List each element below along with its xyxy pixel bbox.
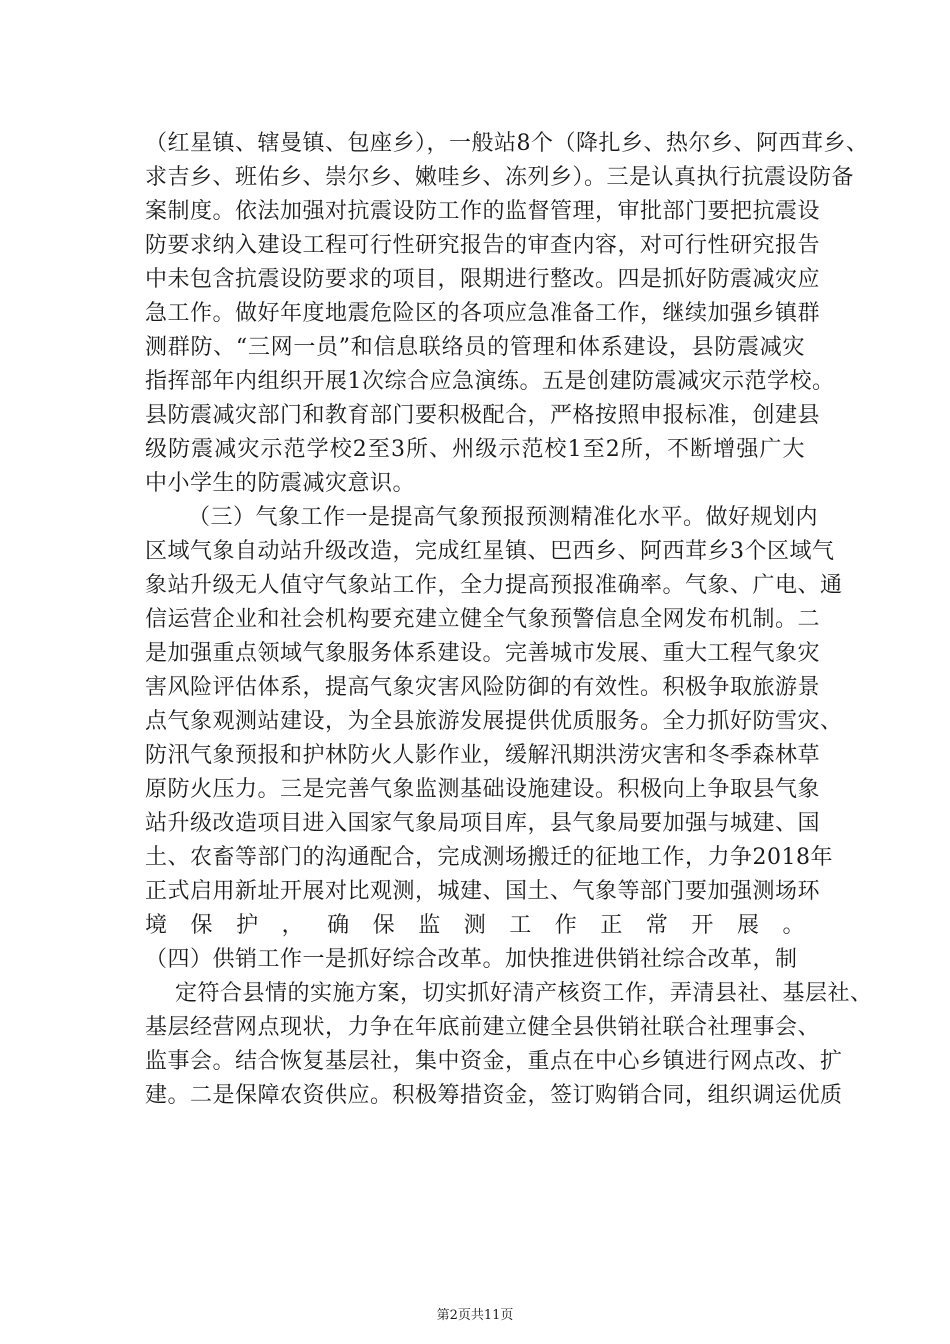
body-text-line: （四）供销工作一是抓好综合改革。加快推进供销社综合改革，制 bbox=[145, 947, 798, 972]
body-text-line: 基层经营网点现状，力争在年底前建立健全县供销社联合社理事会、 bbox=[145, 1015, 821, 1040]
body-text-line: 监事会。结合恢复基层社，集中资金，重点在中心乡镇进行网点改、扩 bbox=[145, 1049, 843, 1074]
body-text-line: 建。二是保障农资供应。积极筹措资金，签订购销合同，组织调运优质 bbox=[145, 1083, 843, 1108]
body-text-line: 境保护，确保监测工作正常开展。 bbox=[145, 913, 805, 938]
body-text-line: 害风险评估体系，提高气象灾害风险防御的有效性。积极争取旅游景 bbox=[145, 675, 821, 700]
body-text-line: 防要求纳入建设工程可行性研究报告的审查内容，对可行性研究报告 bbox=[145, 233, 821, 258]
body-text-line: 案制度。依法加强对抗震设防工作的监督管理，审批部门要把抗震设 bbox=[145, 199, 821, 224]
body-text-line: 原防火压力。三是完善气象监测基础设施建设。积极向上争取县气象 bbox=[145, 777, 821, 802]
body-text-line: 级防震减灾示范学校2至3所、州级示范校1至2所，不断增强广大 bbox=[145, 437, 805, 462]
body-text-line: 象站升级无人值守气象站工作，全力提高预报准确率。气象、广电、通 bbox=[145, 573, 843, 598]
body-text-line: 站升级改造项目进入国家气象局项目库，县气象局要加强与城建、国 bbox=[145, 811, 821, 836]
body-text-line: （红星镇、辖曼镇、包座乡），一般站8个（降扎乡、热尔乡、阿西茸乡、 bbox=[145, 131, 869, 156]
body-text-line: 信运营企业和社会机构要充建立健全气象预警信息全网发布机制。二 bbox=[145, 607, 821, 632]
body-text-line: 防汛气象预报和护林防火人影作业，缓解汛期洪涝灾害和冬季森林草 bbox=[145, 743, 821, 768]
body-text-line: 中未包含抗震设防要求的项目，限期进行整改。四是抓好防震减灾应 bbox=[145, 267, 821, 292]
body-text-line: 是加强重点领域气象服务体系建设。完善城市发展、重大工程气象灾 bbox=[145, 641, 821, 666]
page-number-footer: 第2页共11页 bbox=[436, 1308, 514, 1323]
body-text-line: 急工作。做好年度地震危险区的各项应急准备工作，继续加强乡镇群 bbox=[145, 301, 821, 326]
section-heading-line: 定符合县情的实施方案，切实抓好清产核资工作，弄清县社、基层社、 bbox=[175, 981, 873, 1006]
section-heading-line: （三）气象工作一是提高气象预报预测精准化水平。做好规划内 bbox=[188, 505, 819, 530]
body-text-line: 求吉乡、班佑乡、崇尔乡、嫩哇乡、冻列乡）。三是认真执行抗震设防备 bbox=[145, 165, 855, 190]
body-text-line: 指挥部年内组织开展1次综合应急演练。五是创建防震减灾示范学校。 bbox=[145, 369, 835, 394]
body-text-line: 土、农畜等部门的沟通配合，完成测场搬迁的征地工作，力争2018年 bbox=[145, 845, 833, 870]
body-text-line: 中小学生的防震减灾意识。 bbox=[145, 471, 416, 496]
body-text-line: 正式启用新址开展对比观测，城建、国土、气象等部门要加强测场环 bbox=[145, 879, 821, 904]
body-text-line: 区域气象自动站升级改造，完成红星镇、巴西乡、阿西茸乡3个区域气 bbox=[145, 539, 835, 564]
body-text-line: 点气象观测站建设，为全县旅游发展提供优质服务。全力抓好防雪灾、 bbox=[145, 709, 843, 734]
body-text-line: 县防震减灾部门和教育部门要积极配合，严格按照申报标准，创建县 bbox=[145, 403, 821, 428]
body-text-line: 测群防、“三网一员”和信息联络员的管理和体系建设，县防震减灾 bbox=[145, 335, 805, 360]
